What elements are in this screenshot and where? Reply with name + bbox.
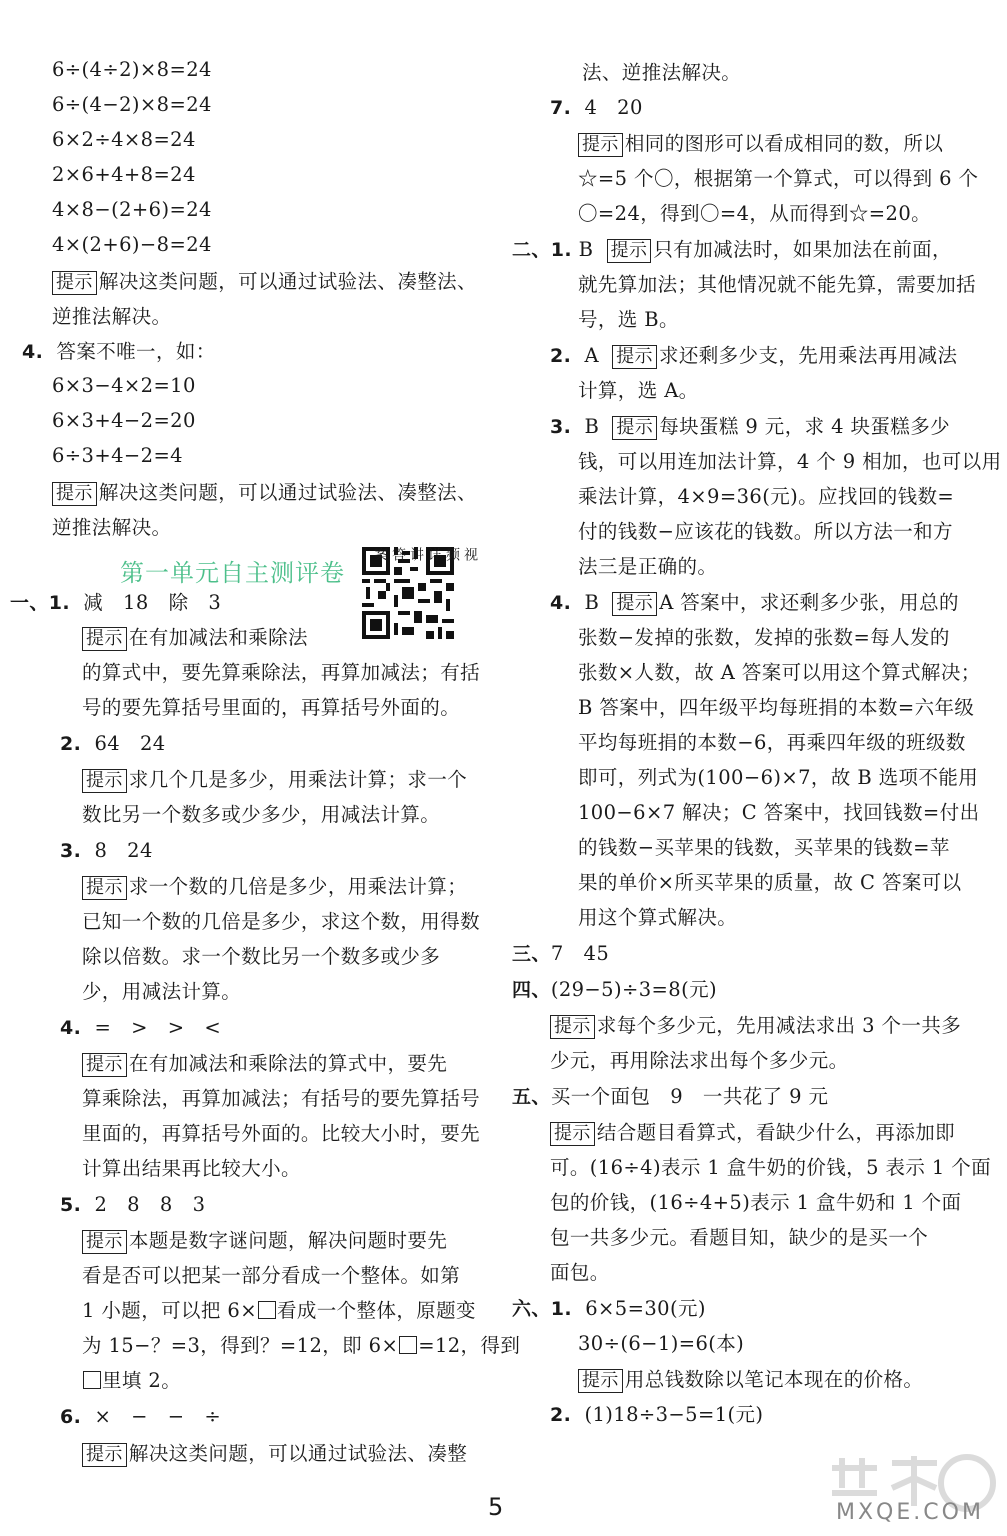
text-line: 算乘除法，再算加减法；有括号的要先算括号 [82,1087,481,1110]
text-line: 少，用减法计算。 [82,980,242,1003]
question-5: 5. 2 8 8 3 [60,1193,206,1216]
hint-label: 提示 [52,482,97,506]
section-3: 三、7 45 [512,942,610,965]
hint-label: 提示 [550,1015,595,1039]
text-line: 逆推法解决。 [52,305,172,328]
question-4b: 4. = > > < [60,1016,222,1039]
hint-line: 提示 本题是数字谜问题，解决问题时要先 [82,1227,447,1255]
text-line: 里面的，再算括号外面的。比较大小时，要先 [82,1122,481,1145]
text-line: 面包。 [550,1261,610,1284]
hint-label: 提示 [82,876,127,900]
hint-label: 提示 [578,133,623,157]
hint-line: 提示 解决这类问题，可以通过试验法、凑整 [82,1440,467,1468]
text-line: 就先算加法；其他情况就不能先算，需要加括 [578,273,977,296]
hint-label: 提示 [82,1053,127,1077]
equation-line: 6×3−4×2=10 [52,374,196,397]
text-line: 里填 2。 [82,1367,181,1395]
hint-label: 提示 [612,345,657,369]
equation-line: 6÷3+4−2=4 [52,444,183,467]
section-1-q1: 一、1. 减 18 除 3 [10,591,222,614]
hint-label: 提示 [550,1122,595,1146]
text-line: 看是否可以把某一部分看成一个整体。如第 [82,1264,461,1287]
equation-line: 6×3+4−2=20 [52,409,196,432]
section-title: 第一单元自主测评卷 [120,559,345,587]
hint-label: 提示 [578,1369,623,1393]
section-6-q2: 2. (1)18÷3−5=1(元) [550,1403,764,1426]
text-line: 已知一个数的几倍是多少，求这个数，用得数 [82,910,481,933]
text-line: 计算，选 A。 [578,379,699,402]
qr-caption: 视频详讲答案 [372,547,478,563]
text-line: 张数×人数，故 A 答案可以用这个算式解决； [578,661,981,684]
text-line: 乘法计算，4×9=36(元)。应找回的钱数= [578,485,955,508]
text-line: 法、逆推法解决。 [582,61,742,84]
hint-line: 提示 在有加减法和乘除法的算式中，要先 [82,1050,447,1078]
text-line: 计算出结果再比较大小。 [82,1157,301,1180]
question-4: 4. 答案不唯一，如： [22,340,216,363]
section-2-q4: 4. B 提示 A 答案中，求还剩多少张，用总的 [550,591,959,614]
hint-label: 提示 [612,592,657,616]
blank-box-icon [399,1336,417,1354]
text-line: 即可，列式为(100−6)×7，故 B 选项不能用 [578,766,979,789]
hint-line: 提示 相同的图形可以看成相同的数，所以 [578,130,943,158]
text-line: 平均每班捐的本数−6，再乘四年级的班级数 [578,731,966,754]
section-2-q2: 2. A 提示 求还剩多少支，先用乘法再用减法 [550,344,958,367]
question-3: 3. 8 24 [60,839,153,862]
text-line: 号的要先算括号里面的，再算括号外面的。 [82,696,461,719]
text-line: 张数−发掉的张数，发掉的张数=每人发的 [578,626,950,649]
section-6-q1: 六、1. 6×5=30(元) [512,1297,706,1320]
text-line: 付的钱数−应该花的钱数。所以方法一和方 [578,520,953,543]
hint-line: 提示 解决这类问题，可以通过试验法、凑整法、 [52,268,477,296]
hint-label: 提示 [82,1230,127,1254]
equation-line: 6×2÷4×8=24 [52,128,196,151]
equation-line: 6÷(4−2)×8=24 [52,93,212,116]
text-line: 1 小题，可以把 6× 看成一个整体，原题变 [82,1299,476,1322]
hint-line: 提示 用总钱数除以笔记本现在的价格。 [578,1366,923,1394]
hint-label: 提示 [607,239,652,263]
text-line: 钱，可以用连加法计算，4 个 9 相加，也可以用 [578,450,1002,473]
text-line: 的钱数−买苹果的钱数，买苹果的钱数=苹 [578,836,950,859]
text-line: 除以倍数。求一个数比另一个数多或少多 [82,945,441,968]
equation-line: 30÷(6−1)=6(本) [578,1332,745,1355]
watermark-text: MXQE.COM [836,1500,984,1525]
text-line: 号，选 B。 [578,308,679,331]
text-line: 〇=24，得到〇=4，从而得到☆=20。 [578,202,932,225]
hint-label: 提示 [82,769,127,793]
question-7: 7. 4 20 [550,96,643,119]
text-line: 为 15−？=3，得到？=12，即 6× =12，得到 [82,1334,521,1357]
text-line: 少元，再用除法求出每个多少元。 [550,1049,849,1072]
hint-line: 提示 解决这类问题，可以通过试验法、凑整法、 [52,479,477,507]
hint-label: 提示 [82,627,127,651]
hint-line: 提示 在有加减法和乘除法 [82,624,308,652]
section-2-q3: 3. B 提示 每块蛋糕 9 元，求 4 块蛋糕多少 [550,415,951,438]
equation-line: 6÷(4÷2)×8=24 [52,58,212,81]
question-6: 6. × − − ÷ [60,1405,222,1428]
blank-box-icon [83,1371,101,1389]
section-2-q1: 二、1. B 提示 只有加减法时，如果加法在前面， [512,238,952,261]
section-5: 五、买一个面包 9 一共花了 9 元 [512,1085,829,1108]
text-line: B 答案中，四年级平均每班捐的本数=六年级 [578,696,975,719]
text-line: 用这个算式解决。 [578,906,738,929]
text-line: 法三是正确的。 [578,555,718,578]
hint-line: 提示 求一个数的几倍是多少，用乘法计算； [82,873,467,901]
hint-label: 提示 [612,416,657,440]
hint-line: 提示 求每个多少元，先用减法求出 3 个一共多 [550,1012,961,1040]
equation-line: 2×6+4+8=24 [52,163,196,186]
hint-line: 提示 求几个几是多少，用乘法计算；求一个 [82,766,467,794]
question-2: 2. 64 24 [60,732,166,755]
blank-box-icon [258,1301,276,1319]
text-line: 包一共多少元。看题目知，缺少的是买一个 [550,1226,929,1249]
text-line: 数比另一个数多或少多少，用减法计算。 [82,803,441,826]
equation-line: 4×(2+6)−8=24 [52,233,212,256]
text-line: 包的价钱，(16÷4+5)表示 1 盒牛奶和 1 个面 [550,1191,962,1214]
text-line: 逆推法解决。 [52,516,172,539]
page-number: 5 [488,1493,504,1521]
text-line: 100−6×7 解决；C 答案中，找回钱数=付出 [578,801,980,824]
hint-label: 提示 [52,271,97,295]
text-line: 的算式中，要先算乘除法，再算加减法；有括 [82,661,481,684]
text-line: 果的单价×所买苹果的质量，故 C 答案可以 [578,871,962,894]
text-line: ☆=5 个〇，根据第一个算式，可以得到 6 个 [578,167,979,190]
hint-line: 提示 结合题目看算式，看缺少什么，再添加即 [550,1119,955,1147]
equation-line: 4×8−(2+6)=24 [52,198,212,221]
section-4: 四、(29−5)÷3=8(元) [512,978,717,1001]
text-line: 可。(16÷4)表示 1 盒牛奶的价钱，5 表示 1 个面 [550,1156,992,1179]
hint-label: 提示 [82,1443,127,1467]
